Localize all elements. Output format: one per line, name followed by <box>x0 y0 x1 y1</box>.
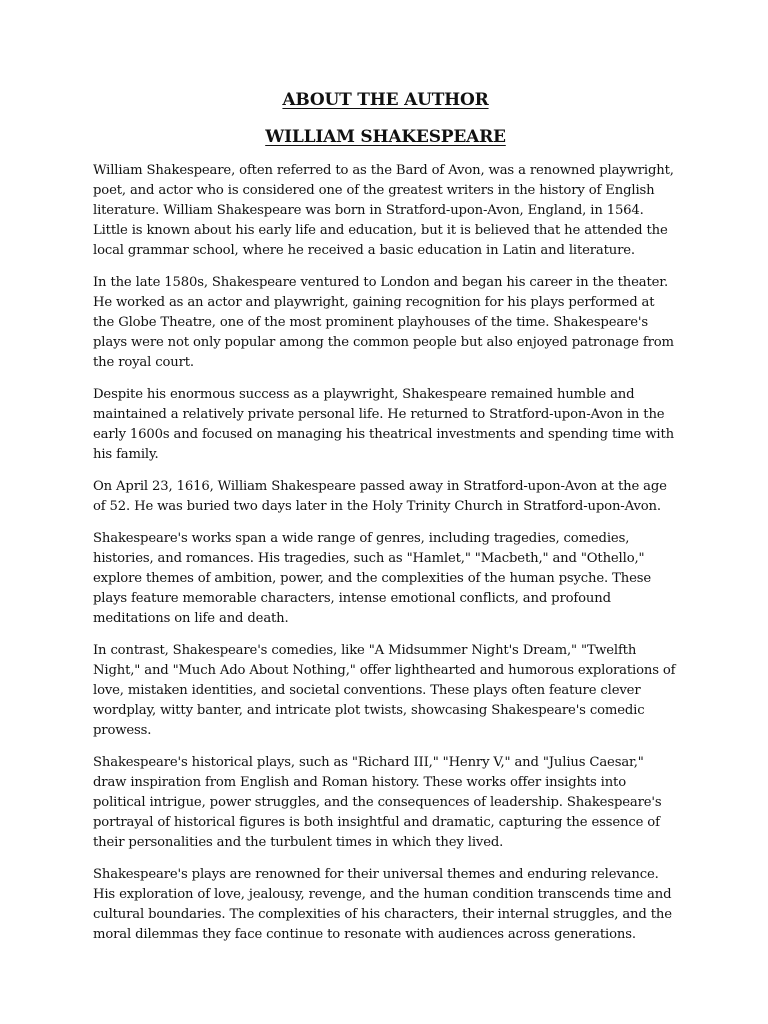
document-title: ABOUT THE AUTHOR <box>282 90 489 110</box>
document-body <box>93 88 678 957</box>
paragraph: Shakespeare's historical plays, such as "Richard III," "Henry V," and "Julius Caesar," draw inspiration from English and Roman history. These works offer insights into political intrigue, power struggles, and the consequences of leadership. Shakespeare's portrayal of historical figures is both insightful and dramatic, capturing the essence of their personalities and the turbulent times in which they lived. <box>93 755 662 850</box>
paragraph: Despite his enormous success as a playwright, Shakespeare remained humble and maintained a relatively private personal life. He returned to Stratford-upon-Avon in the early 1600s and focused on managing his theatrical investments and spending time with his family. <box>93 387 674 462</box>
paragraph: On April 23, 1616, William Shakespeare passed away in Stratford-upon-Avon at the age of 52. He was buried two days later in the Holy Trinity Church in Stratford-upon-Avon. <box>93 479 667 514</box>
paragraph: In contrast, Shakespeare's comedies, like "A Midsummer Night's Dream," "Twelfth Night," and "Much Ado About Nothing," offer lighthearted and humorous explorations of love, mistaken identities, and societal conventions. These plays often feature clever wordplay, witty banter, and intricate plot twists, showcasing Shakespeare's comedic prowess. <box>93 643 676 738</box>
paragraph: In the late 1580s, Shakespeare ventured to London and began his career in the theater. He worked as an actor and playwright, gaining recognition for his plays performed at the Globe Theatre, one of the most prominent playhouses of the time. Shakespeare's plays were not only popular among the common people but also enjoyed patronage from the royal court. <box>93 275 674 370</box>
paragraph: Shakespeare's works span a wide range of genres, including tragedies, comedies, histories, and romances. His tragedies, such as "Hamlet," "Macbeth," and "Othello," explore themes of ambition, power, and the complexities of the human psyche. These plays feature memorable characters, intense emotional conflicts, and profound meditations on life and death. <box>93 531 652 626</box>
paragraph: William Shakespeare, often referred to as the Bard of Avon, was a renowned playwright, poet, and actor who is considered one of the greatest writers in the history of English literature. William Shakespeare was born in Stratford-upon-Avon, England, in 1564. Little is known about his early life and education, but it is believed that he attended the local grammar school, where he received a basic education in Latin and literature. <box>93 163 674 258</box>
paragraph: Shakespeare's plays are renowned for their universal themes and enduring relevance. His exploration of love, jealousy, revenge, and the human condition transcends time and cultural boundaries. The complexities of his characters, their internal struggles, and the moral dilemmas they face continue to resonate with audiences across generations. <box>93 867 672 942</box>
paragraph-list <box>93 161 678 945</box>
author-name-heading: WILLIAM SHAKESPEARE <box>265 127 506 147</box>
